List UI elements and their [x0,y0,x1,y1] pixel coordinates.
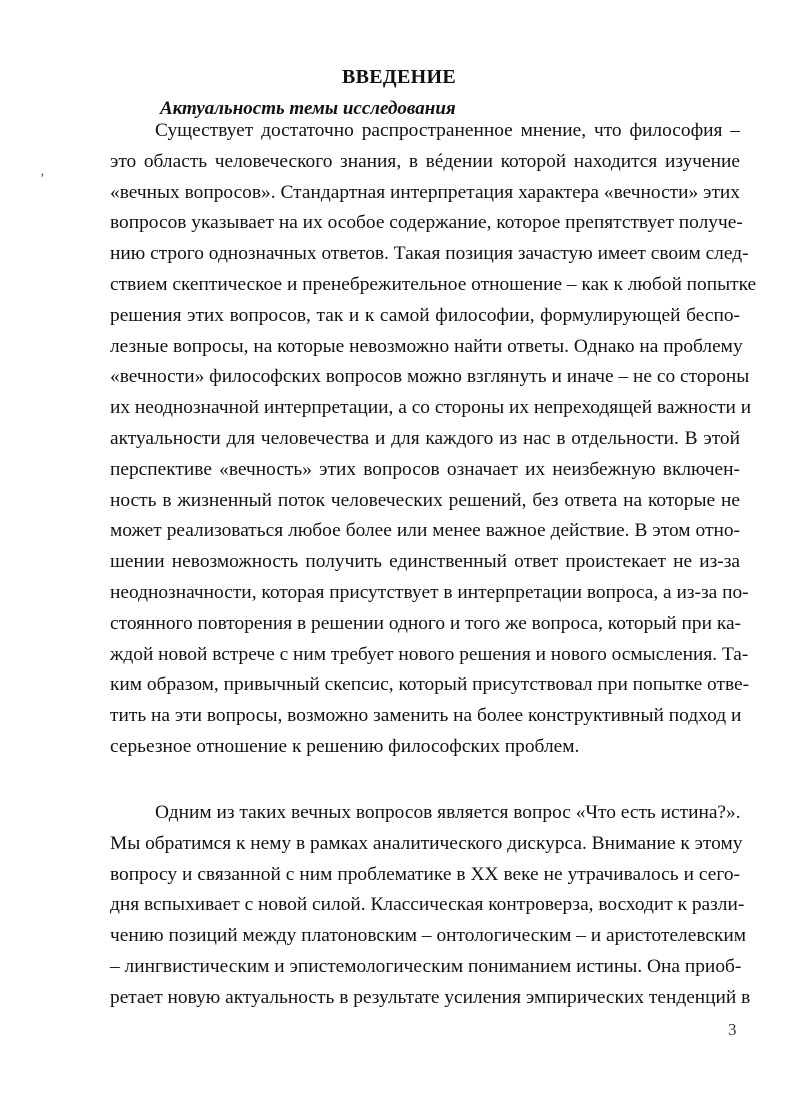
section-subtitle: Актуальность темы исследования [160,98,456,119]
text-line: перспективе «вечность» этих вопросов означает их неизбежную включен- [110,458,740,480]
text-line: чению позиций между платоновским – онтологическим – и аристотелевским [110,925,747,947]
text-line: Существует достаточно распространенное мнение, что философия – [155,120,740,141]
text-line: тить на эти вопросы, возможно заменить на более конструктивный подход и [110,705,742,727]
chapter-title: ВВЕДЕНИЕ [342,66,456,88]
text-line: актуальности для человечества и для каждого из нас в отдельности. В этой [110,427,740,449]
text-line: нию строго однозначных ответов. Такая позиция зачастую имеет своим след- [110,243,749,265]
text-line: дня вспыхивает с новой силой. Классическая контроверза, восходит к разли- [110,894,745,916]
text-line: вопросу и связанной с ним проблематике в XX веке не утрачивалось и сего- [110,863,740,885]
text-line: Мы обратимся к нему в рамках аналитического дискурса. Внимание к этому [110,832,743,854]
text-line: ность в жизненный поток человеческих решений, без ответа на которые не [110,489,740,511]
paragraph-2 [110,798,751,1014]
text-line: может реализоваться любое более или менее важное действие. В этом отно- [110,520,740,542]
text-line: серьезное отношение к решению философских проблем. [110,735,580,757]
page-number: 3 [728,1020,737,1039]
text-line: ствием скептическое и пренебрежительное отношение – как к любой попытке [110,273,757,295]
text-line: лезные вопросы, на которые невозможно найти ответы. Однако на проблему [110,335,743,357]
text-line: решения этих вопросов, так и к самой философии, формулирующей беспо- [110,304,740,326]
text-line: стоянного повторения в решении одного и того же вопроса, который при ка- [110,612,742,634]
text-line: «вечности» философских вопросов можно взглянуть и иначе – не со стороны [110,366,750,388]
paragraph-1 [110,116,757,763]
text-line: – лингвистическим и эпистемологическим пониманием истины. Она приоб- [110,955,742,977]
text-line: неоднозначности, которая присутствует в интерпретации вопроса, а из-за по- [110,581,749,603]
text-line: ретает новую актуальность в результате усиления эмпирических тенденций в [110,986,751,1008]
text-line: ждой новой встрече с ним требует нового решения и нового осмысления. Та- [110,643,749,665]
text-line: вопросов указывает на их особое содержание, которое препятствует получе- [110,212,743,234]
text-line: их неоднозначной интерпретации, а со стороны их непреходящей важности и [110,397,752,419]
margin-mark: ‚ [40,164,45,179]
text-line: Одним из таких вечных вопросов является вопрос «Что есть истина?». [155,802,741,823]
text-line: «вечных вопросов». Стандартная интерпретация характера «вечности» этих [110,181,740,203]
text-line: это область человеческого знания, в вéдении которой находится изучение [110,150,740,172]
text-line: ким образом, привычный скепсис, который присутствовал при попытке отве- [110,674,750,696]
text-line: шении невозможность получить единственный ответ проистекает не из-за [110,551,740,573]
